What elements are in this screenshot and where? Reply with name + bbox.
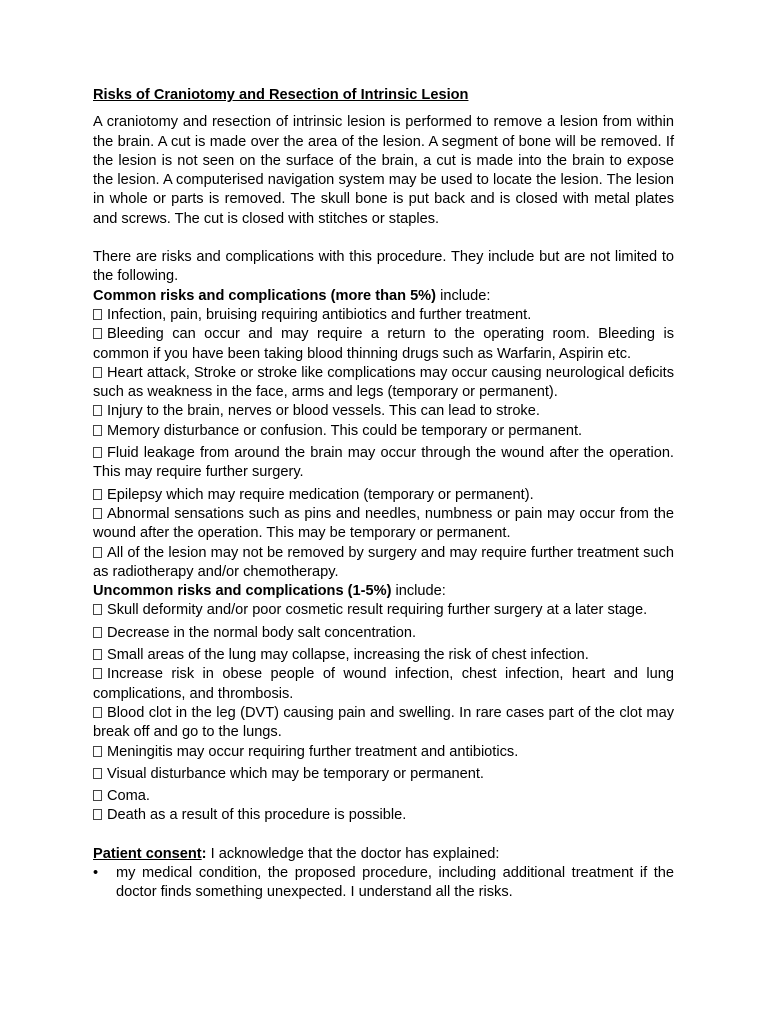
checkbox-glyph-icon [93, 668, 102, 679]
risks-intro-paragraph: There are risks and complications with this procedure. They include but are not limited to the following. [93, 249, 674, 285]
bullet-icon: • [93, 864, 99, 881]
checkbox-glyph-icon [93, 604, 102, 615]
checkbox-glyph-icon [93, 489, 102, 500]
patient-consent-line [93, 845, 674, 864]
paragraph-gap [93, 229, 674, 248]
document-content [93, 86, 674, 903]
risk-text: Small areas of the lung may collapse, increasing the risk of chest infection. [107, 647, 589, 664]
checkbox-glyph-icon [93, 790, 102, 801]
consent-item-text: my medical condition, the proposed procedure, including additional treatment if the doctor finds something unexpected. I understand all the risks. [116, 864, 674, 901]
checkbox-glyph-icon [93, 447, 102, 458]
list-item [93, 364, 674, 403]
risk-text: Increase risk in obese people of wound infection, chest infection, heart and lung complications, and thrombosis. [93, 666, 674, 702]
checkbox-glyph-icon [93, 707, 102, 718]
list-item [93, 646, 674, 665]
uncommon-risks-heading-line [93, 582, 674, 601]
list-item [93, 544, 674, 583]
paragraph-gap [93, 826, 674, 845]
list-item [93, 787, 674, 806]
common-risks-list [93, 306, 674, 582]
risk-text: Decrease in the normal body salt concentration. [107, 624, 417, 641]
risk-text: Bleeding can occur and may require a return to the operating room. Bleeding is common if you have been taking blood thinning drugs such as Warfarin, Aspirin etc. [93, 326, 674, 362]
list-item [93, 743, 674, 762]
checkbox-glyph-icon [93, 809, 102, 820]
list-item [93, 325, 674, 364]
checkbox-glyph-icon [93, 627, 102, 638]
list-item [93, 864, 674, 903]
list-item [93, 306, 674, 325]
list-item [93, 704, 674, 743]
checkbox-glyph-icon [93, 547, 102, 558]
list-item [93, 601, 674, 620]
consent-list [93, 864, 674, 903]
risk-text: Abnormal sensations such as pins and needles, numbness or pain may occur from the wound after the operation. This may be temporary or permanent. [93, 505, 674, 542]
checkbox-glyph-icon [93, 746, 102, 757]
uncommon-risks-heading: Uncommon risks and complications (1-5%) [93, 583, 392, 600]
list-item [93, 505, 674, 544]
common-risks-heading-line [93, 287, 674, 306]
intro-paragraph: A craniotomy and resection of intrinsic lesion is performed to remove a lesion from within the brain. A cut is made over the area of the lesion. A segment of bone will be removed. If the lesion is not seen on the surface of the brain, a cut is made into the brain to expose the lesion. A computerised navigation system may be used to locate the lesion. The lesion in whole or parts is removed. The skull bone is put back and is closed with metal plates and screws. The cut is closed with stitches or staples. [93, 114, 674, 227]
list-item [93, 765, 674, 784]
risk-text: Infection, pain, bruising requiring antibiotics and further treatment. [107, 306, 532, 323]
checkbox-glyph-icon [93, 367, 102, 378]
checkbox-glyph-icon [93, 309, 102, 320]
list-item [93, 422, 674, 441]
patient-consent-text: I acknowledge that the doctor has explained: [206, 845, 500, 862]
risk-text: Heart attack, Stroke or stroke like complications may occur causing neurological deficits such as weakness in the face, arms and legs (temporary or permanent). [93, 364, 674, 401]
risk-text: Visual disturbance which may be temporary or permanent. [107, 765, 484, 782]
list-item [93, 806, 674, 825]
patient-consent-label: Patient consent [93, 845, 202, 862]
risk-text: Injury to the brain, nerves or blood vessels. This can lead to stroke. [107, 403, 540, 420]
checkbox-glyph-icon [93, 425, 102, 436]
common-risks-suffix: include: [436, 287, 491, 304]
checkbox-glyph-icon [93, 508, 102, 519]
list-item [93, 402, 674, 421]
risk-text: Skull deformity and/or poor cosmetic result requiring further surgery at a later stage. [107, 602, 648, 619]
risk-text: Death as a result of this procedure is possible. [107, 807, 407, 824]
list-item [93, 444, 674, 483]
uncommon-risks-list [93, 601, 674, 825]
list-item [93, 665, 674, 704]
list-item [93, 486, 674, 505]
risk-text: All of the lesion may not be removed by surgery and may require further treatment such as radiotherapy and/or chemotherapy. [93, 544, 674, 580]
risk-text: Fluid leakage from around the brain may occur through the wound after the operation. This may require further surgery. [93, 445, 674, 481]
common-risks-heading: Common risks and complications (more than 5%) [93, 287, 437, 304]
risk-text: Memory disturbance or confusion. This could be temporary or permanent. [107, 422, 583, 439]
document-title: Risks of Craniotomy and Resection of Intrinsic Lesion [93, 87, 469, 103]
patient-consent-colon: : [201, 845, 207, 862]
checkbox-glyph-icon [93, 649, 102, 660]
checkbox-glyph-icon [93, 768, 102, 779]
risk-text: Meningitis may occur requiring further treatment and antibiotics. [107, 743, 519, 760]
checkbox-glyph-icon [93, 328, 102, 339]
uncommon-risks-suffix: include: [391, 583, 446, 600]
checkbox-glyph-icon [93, 405, 102, 416]
risk-text: Coma. [107, 788, 150, 805]
risk-text: Epilepsy which may require medication (temporary or permanent). [107, 486, 534, 503]
risk-text: Blood clot in the leg (DVT) causing pain and swelling. In rare cases part of the clot may break off and go to the lungs. [93, 704, 674, 741]
list-item [93, 624, 674, 643]
